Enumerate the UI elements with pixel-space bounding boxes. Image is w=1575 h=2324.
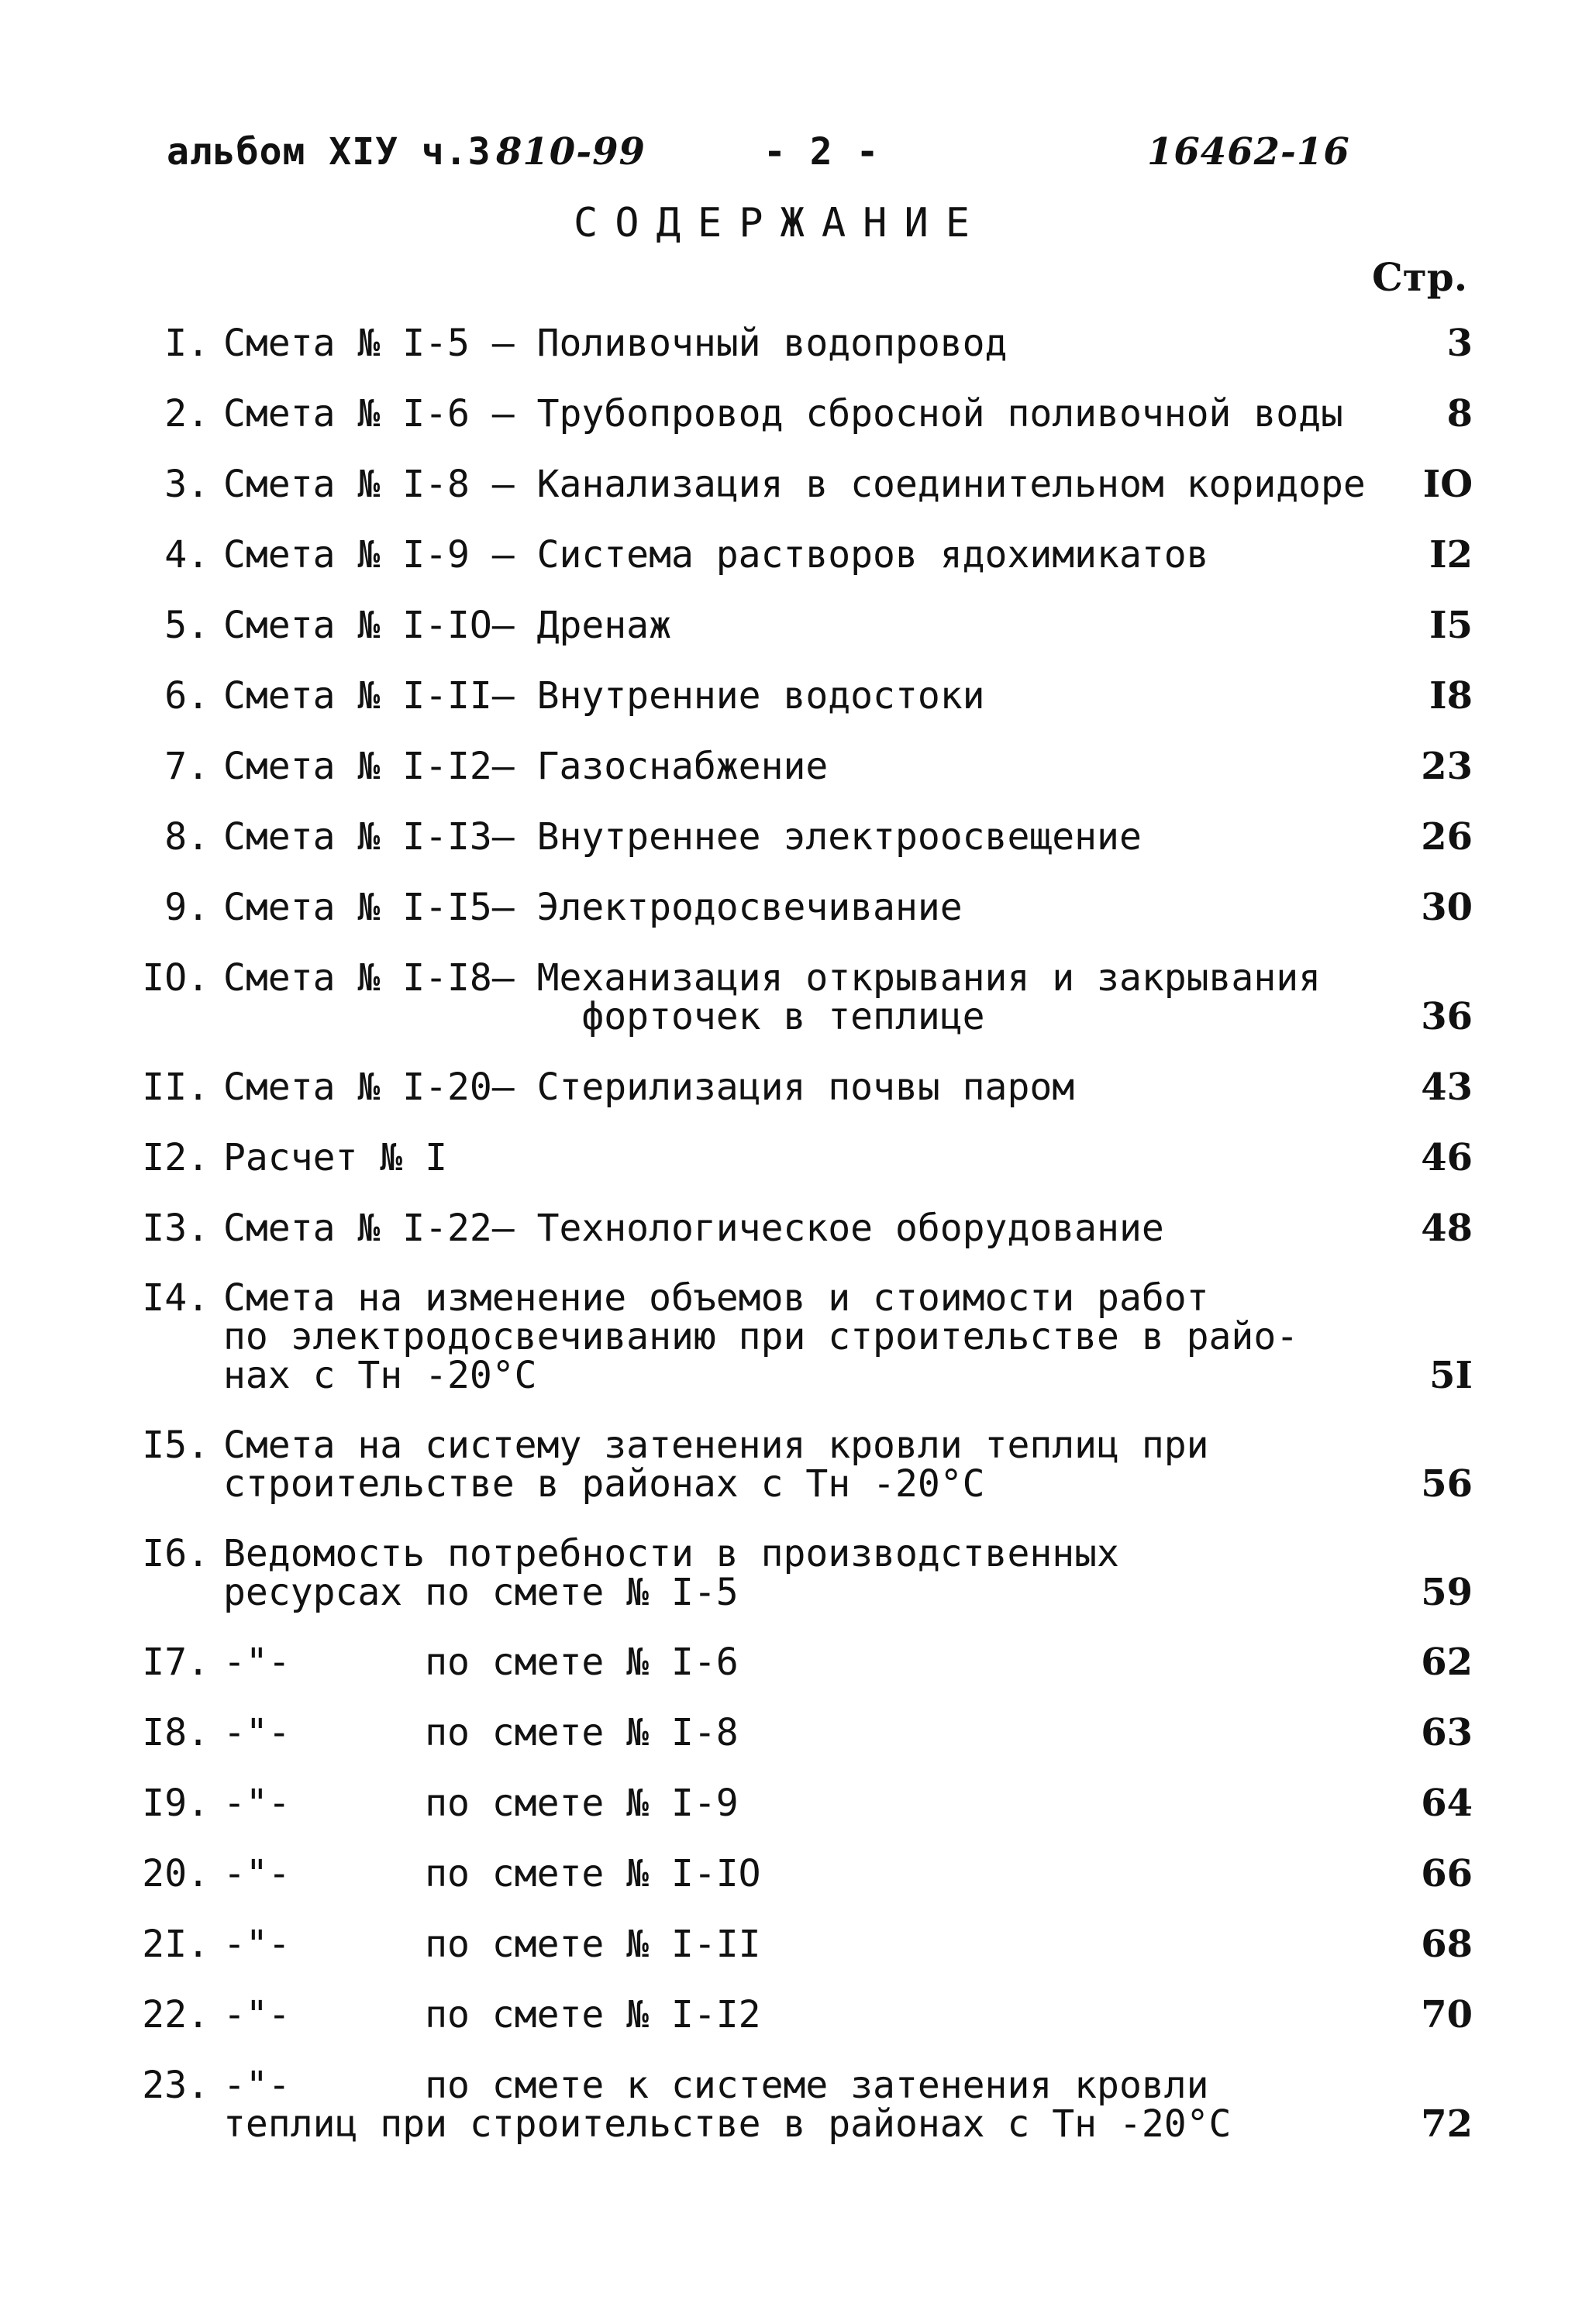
- toc-number: 7.: [164, 745, 209, 788]
- toc-page: 70: [1421, 1993, 1473, 2037]
- toc-text: Смета № I-22– Технологическое оборудование: [223, 1207, 1164, 1250]
- toc-row: [124, 674, 1473, 718]
- album-label: альбом ХIУ ч.3: [167, 130, 491, 174]
- toc-text: Смета № I-8 – Канализация в соединительном коридоре: [223, 463, 1366, 506]
- series-number: 810-99: [496, 130, 646, 174]
- toc-page: 63: [1421, 1711, 1473, 1754]
- toc-number: 22.: [142, 1993, 209, 2037]
- page-title: СОДЕРЖАНИЕ: [574, 200, 987, 246]
- toc-number: I9.: [142, 1782, 209, 1825]
- toc-text: Смета № I-IO– Дренаж: [223, 604, 671, 647]
- document-code: 16462-16: [1147, 130, 1350, 174]
- toc-text: -"- по смете к системе затенения кровли теплиц при строительстве в районах с Тн -20°С: [223, 2064, 1232, 2146]
- toc-page: 68: [1421, 1923, 1473, 1966]
- toc-page: 8: [1446, 392, 1473, 436]
- table-of-contents: [124, 322, 1473, 2146]
- toc-row: [124, 392, 1473, 436]
- page-number: - 2 -: [763, 130, 880, 174]
- toc-page: 56: [1421, 1462, 1473, 1506]
- toc-page: 62: [1421, 1641, 1473, 1684]
- toc-page: I2: [1429, 533, 1473, 577]
- toc-page: 43: [1421, 1066, 1473, 1109]
- toc-number: I5.: [142, 1424, 209, 1467]
- toc-row: [124, 324, 1473, 363]
- toc-text: Смета № I-20– Стерилизация почвы паром: [223, 1066, 1075, 1109]
- toc-page: 30: [1421, 886, 1473, 929]
- toc-row: [124, 1713, 1473, 1752]
- toc-row: [124, 1068, 1473, 1107]
- toc-page: 5I: [1429, 1354, 1473, 1397]
- toc-row: [124, 1643, 1473, 1682]
- toc-page: 66: [1421, 1852, 1473, 1895]
- toc-row: [124, 815, 1473, 859]
- toc-number: 8.: [164, 815, 209, 859]
- toc-number: IO.: [142, 956, 209, 1000]
- toc-row: [124, 606, 1473, 645]
- toc-number: 5.: [164, 604, 209, 647]
- toc-text: Смета № I-5 – Поливочный водопровод: [223, 322, 1008, 365]
- toc-row: [124, 465, 1473, 504]
- toc-number: I6.: [142, 1532, 209, 1575]
- toc-row: [124, 956, 1473, 1038]
- toc-row: [124, 1854, 1473, 1893]
- toc-number: I8.: [142, 1711, 209, 1754]
- toc-page: 23: [1421, 745, 1473, 788]
- toc-number: 2.: [164, 392, 209, 436]
- toc-page: 64: [1421, 1782, 1473, 1825]
- toc-number: 20.: [142, 1852, 209, 1895]
- toc-text: Смета № I-I5– Электродосвечивание: [223, 886, 963, 929]
- toc-text: Смета на систему затенения кровли теплиц при строительстве в районах с Тн -20°С: [223, 1424, 1209, 1506]
- toc-row: [124, 1784, 1473, 1823]
- toc-page: I8: [1429, 674, 1473, 718]
- toc-page: 36: [1421, 995, 1473, 1038]
- toc-text: -"- по смете № I-IO: [223, 1852, 761, 1895]
- toc-number: 2I.: [142, 1923, 209, 1966]
- toc-page: 48: [1421, 1207, 1473, 1250]
- toc-page: 59: [1421, 1571, 1473, 1614]
- toc-number: I4.: [142, 1276, 209, 1320]
- toc-number: I2.: [142, 1136, 209, 1179]
- toc-row: [124, 533, 1473, 577]
- toc-number: 23.: [142, 2064, 209, 2107]
- toc-page: 72: [1421, 2102, 1473, 2146]
- toc-page: 3: [1446, 322, 1473, 365]
- toc-text: -"- по смете № I-9: [223, 1782, 739, 1825]
- toc-number: 4.: [164, 533, 209, 577]
- toc-number: I3.: [142, 1207, 209, 1250]
- toc-row: [124, 888, 1473, 927]
- toc-row: [124, 1534, 1473, 1612]
- toc-row: [124, 1276, 1473, 1397]
- toc-number: I7.: [142, 1641, 209, 1684]
- toc-number: I.: [164, 322, 209, 365]
- toc-text: Смета № I-I3– Внутреннее электроосвещение: [223, 815, 1142, 859]
- page-column-header: Стр.: [1372, 254, 1468, 300]
- toc-text: Смета на изменение объемов и стоимости работ по электродосвечиванию при строительстве в райо- нах с Тн -20°С: [223, 1276, 1299, 1397]
- toc-number: 9.: [164, 886, 209, 929]
- toc-number: 3.: [164, 463, 209, 506]
- toc-text: -"- по смете № I-II: [223, 1923, 761, 1966]
- toc-row: [124, 1993, 1473, 2037]
- toc-page: 26: [1421, 815, 1473, 859]
- toc-text: -"- по смете № I-6: [223, 1641, 739, 1684]
- toc-text: -"- по смете № I-I2: [223, 1993, 761, 2037]
- toc-page: I5: [1429, 604, 1473, 647]
- toc-row: [124, 1209, 1473, 1248]
- toc-text: Смета № I-9 – Система растворов ядохимикатов: [223, 533, 1209, 577]
- toc-text: Расчет № I: [223, 1136, 447, 1179]
- toc-page: 46: [1421, 1136, 1473, 1179]
- toc-row: [124, 2064, 1473, 2146]
- toc-number: 6.: [164, 674, 209, 718]
- toc-row: [124, 1424, 1473, 1506]
- toc-text: -"- по смете № I-8: [223, 1711, 739, 1754]
- toc-text: Ведомость потребности в производственных ресурсах по смете № I-5: [223, 1532, 1119, 1614]
- toc-number: II.: [142, 1066, 209, 1109]
- toc-text: Смета № I-I2– Газоснабжение: [223, 745, 829, 788]
- toc-row: [124, 747, 1473, 786]
- toc-page: IO: [1422, 463, 1473, 506]
- toc-text: Смета № I-I8– Механизация открывания и закрывания форточек в теплице: [223, 956, 1322, 1038]
- toc-text: Смета № I-II– Внутренние водостоки: [223, 674, 985, 718]
- toc-row: [124, 1138, 1473, 1177]
- toc-row: [124, 1925, 1473, 1964]
- toc-text: Смета № I-6 – Трубопровод сбросной поливочной воды: [223, 392, 1343, 436]
